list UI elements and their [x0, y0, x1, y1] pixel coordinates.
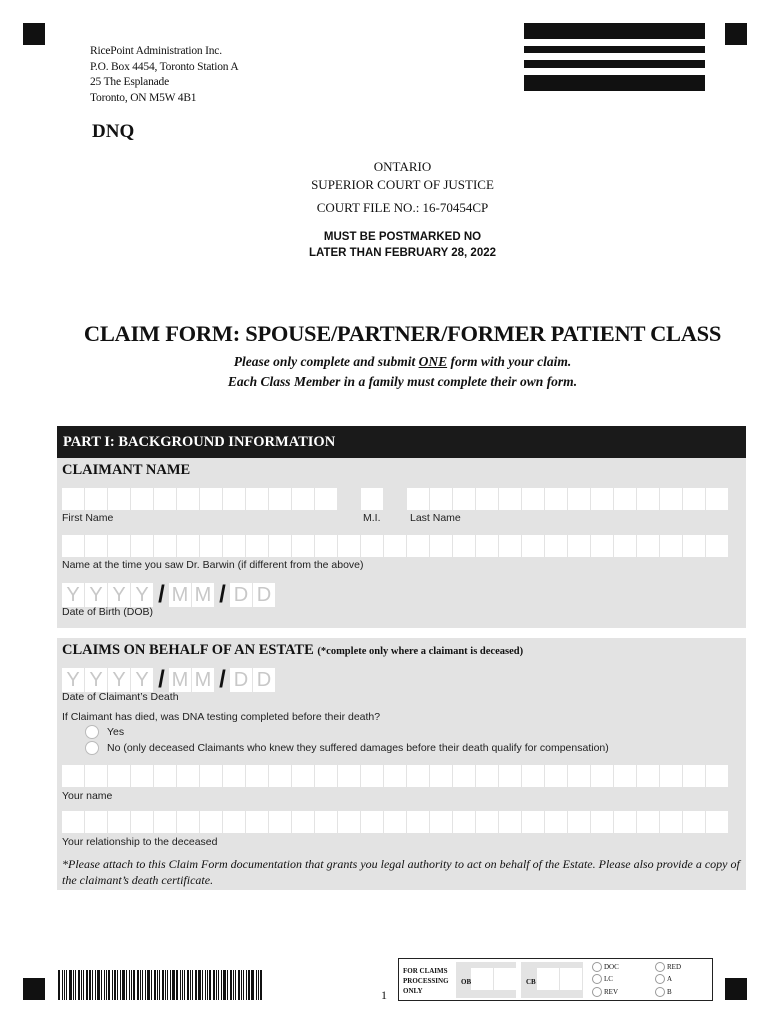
char-box[interactable] — [200, 488, 222, 510]
char-box[interactable] — [430, 488, 452, 510]
char-box[interactable] — [223, 535, 245, 557]
char-box[interactable] — [476, 765, 498, 787]
red-label: RED — [667, 963, 681, 971]
char-box[interactable] — [361, 488, 383, 510]
cb-box-1[interactable] — [537, 968, 559, 990]
barcode-bar — [235, 970, 236, 1000]
court-name: SUPERIOR COURT OF JUSTICE — [311, 177, 494, 192]
char-box[interactable] — [131, 535, 153, 557]
barcode-bar — [243, 970, 244, 1000]
postmark-line-1: MUST BE POSTMARKED NO — [323, 231, 482, 243]
processing-line-1: FOR CLAIMS — [403, 967, 448, 975]
char-box[interactable] — [568, 488, 590, 510]
char-box[interactable] — [430, 535, 452, 557]
char-box[interactable] — [269, 811, 291, 833]
barcode-bar — [73, 970, 74, 1000]
barcode-bar — [184, 970, 185, 1000]
barcode-bar — [223, 970, 226, 1000]
barcode-bar — [213, 970, 215, 1000]
char-box[interactable] — [706, 535, 728, 557]
claimant-name-heading: CLAIMANT NAME — [62, 462, 191, 478]
form-subtitle — [0, 352, 770, 392]
barcode-bar — [198, 970, 201, 1000]
barcode-bar — [248, 970, 250, 1000]
date-digit-box[interactable]: M — [192, 668, 214, 692]
relationship-label: Your relationship to the deceased — [62, 836, 218, 848]
char-box[interactable] — [637, 811, 659, 833]
char-box[interactable] — [545, 811, 567, 833]
char-box[interactable] — [522, 765, 544, 787]
char-box[interactable] — [315, 488, 337, 510]
char-box[interactable] — [108, 811, 130, 833]
barcode-bar — [246, 970, 247, 1000]
barcode-bar — [209, 970, 211, 1000]
dna-yes-label: Yes — [107, 726, 125, 738]
barcode-bar — [207, 970, 208, 1000]
char-box[interactable] — [85, 765, 107, 787]
date-digit-box[interactable]: D — [253, 583, 275, 607]
char-box[interactable] — [522, 535, 544, 557]
char-box[interactable] — [430, 765, 452, 787]
barcode-bar — [106, 970, 107, 1000]
date-digit-box[interactable]: D — [230, 668, 252, 692]
char-box[interactable] — [292, 765, 314, 787]
address-line-1: RicePoint Administration Inc. — [90, 45, 222, 57]
barcode-bar — [140, 970, 141, 1000]
char-box[interactable] — [384, 765, 406, 787]
char-box[interactable] — [361, 535, 383, 557]
char-box[interactable] — [683, 765, 705, 787]
char-box[interactable] — [292, 811, 314, 833]
char-box[interactable] — [177, 535, 199, 557]
char-box[interactable] — [476, 535, 498, 557]
char-box[interactable] — [568, 535, 590, 557]
barcode-bar — [126, 970, 127, 1000]
barcode-bar — [142, 970, 143, 1000]
barcode-bar — [137, 970, 139, 1000]
date-digit-box[interactable]: Y — [108, 583, 130, 607]
date-separator: / — [219, 581, 226, 608]
name-at-time-label: Name at the time you saw Dr. Barwin (if different from the above) — [62, 559, 364, 571]
char-box[interactable] — [499, 811, 521, 833]
char-box[interactable] — [637, 535, 659, 557]
dob-field[interactable] — [62, 581, 276, 609]
char-box[interactable] — [62, 765, 84, 787]
date-digit-box[interactable]: Y — [131, 583, 153, 607]
barcode-bar — [66, 970, 67, 1000]
barcode-bar — [230, 970, 232, 1000]
barcode-bar — [122, 970, 125, 1000]
char-box[interactable] — [614, 535, 636, 557]
barcode-bar — [120, 970, 121, 1000]
subtitle-line-2: Each Class Member in a family must complete their own form. — [227, 374, 578, 389]
barcode-bar — [202, 970, 203, 1000]
barcode-bar — [95, 970, 96, 1000]
barcode-bar — [182, 970, 183, 1000]
registration-mark-top-right — [725, 23, 747, 45]
char-box[interactable] — [476, 811, 498, 833]
subtitle-pre: Please only complete and submit — [233, 354, 419, 369]
char-box[interactable] — [315, 811, 337, 833]
barcode-bar — [129, 970, 130, 1000]
barcode-bar — [170, 970, 171, 1000]
barcode-bar — [192, 970, 193, 1000]
char-box[interactable] — [545, 765, 567, 787]
char-box[interactable] — [499, 488, 521, 510]
char-box[interactable] — [315, 535, 337, 557]
char-box[interactable] — [706, 811, 728, 833]
char-box[interactable] — [361, 811, 383, 833]
char-box[interactable] — [62, 535, 84, 557]
char-box[interactable] — [62, 811, 84, 833]
court-file-no: COURT FILE NO.: 16-70454CP — [316, 200, 489, 215]
char-box[interactable] — [246, 488, 268, 510]
char-box[interactable] — [177, 488, 199, 510]
form-code: DNQ — [92, 121, 135, 142]
char-box[interactable] — [338, 535, 360, 557]
ob-box-1[interactable] — [471, 968, 493, 990]
barcode-bar — [112, 970, 113, 1000]
char-box[interactable] — [223, 765, 245, 787]
b-label: B — [667, 988, 672, 996]
date-separator: / — [219, 666, 226, 693]
doc-label: DOC — [604, 963, 619, 971]
barcode-bar — [195, 970, 197, 1000]
barcode-bar — [101, 970, 102, 1000]
char-box[interactable] — [85, 488, 107, 510]
barcode-bar — [117, 970, 118, 1000]
char-box[interactable] — [706, 765, 728, 787]
rev-label: REV — [604, 988, 618, 996]
char-box[interactable] — [591, 488, 613, 510]
registration-mark-bottom-right — [725, 978, 747, 1000]
char-box[interactable] — [706, 488, 728, 510]
dob-label: Date of Birth (DOB) — [62, 606, 154, 618]
char-box[interactable] — [246, 535, 268, 557]
char-box[interactable] — [453, 765, 475, 787]
barcode-bar — [251, 970, 254, 1000]
char-box[interactable] — [85, 535, 107, 557]
name-at-time-field[interactable] — [62, 535, 728, 557]
char-box[interactable] — [154, 811, 176, 833]
barcode-bar — [260, 970, 262, 1000]
char-box[interactable] — [591, 765, 613, 787]
form-title: CLAIM FORM: SPOUSE/PARTNER/FORMER PATIENT CLASS — [83, 321, 722, 346]
char-box[interactable] — [545, 488, 567, 510]
dna-no-label: No (only deceased Claimants who knew they suffered damages before their death qualify for compensation) — [107, 742, 609, 754]
barcode-bar — [256, 970, 257, 1000]
barcode-bar — [205, 970, 206, 1000]
claims-processing-box — [398, 958, 713, 1001]
date-digit-box[interactable]: Y — [62, 583, 84, 607]
processing-label — [403, 966, 449, 996]
doc-radio[interactable] — [592, 962, 602, 972]
char-box[interactable] — [200, 535, 222, 557]
char-box[interactable] — [384, 811, 406, 833]
char-box[interactable] — [407, 765, 429, 787]
char-box[interactable] — [62, 488, 84, 510]
char-box[interactable] — [660, 535, 682, 557]
dna-question: If Claimant has died, was DNA testing completed before their death? — [62, 711, 381, 723]
char-box[interactable] — [177, 765, 199, 787]
date-digit-box[interactable]: D — [253, 668, 275, 692]
char-box[interactable] — [614, 765, 636, 787]
date-digit-box[interactable]: M — [192, 583, 214, 607]
barcode — [58, 970, 268, 1000]
barcode-bar — [104, 970, 105, 1000]
barcode-bar — [180, 970, 181, 1000]
char-box[interactable] — [522, 811, 544, 833]
char-box[interactable] — [614, 488, 636, 510]
date-digit-box[interactable]: Y — [131, 668, 153, 692]
char-box[interactable] — [154, 535, 176, 557]
char-box[interactable] — [637, 765, 659, 787]
death-date-label: Date of Claimant’s Death — [62, 691, 179, 703]
address-line-2: P.O. Box 4454, Toronto Station A — [90, 60, 239, 73]
postmark-deadline — [0, 229, 770, 261]
first-name-label: First Name — [62, 512, 114, 524]
char-box[interactable] — [200, 811, 222, 833]
barcode-bar — [78, 970, 80, 1000]
char-box[interactable] — [338, 811, 360, 833]
lc-radio[interactable] — [592, 974, 602, 984]
barcode-bar — [147, 970, 150, 1000]
barcode-bar — [187, 970, 189, 1000]
char-box[interactable] — [683, 488, 705, 510]
char-box[interactable] — [154, 488, 176, 510]
barcode-bar — [133, 970, 135, 1000]
char-box[interactable] — [108, 535, 130, 557]
barcode-bar — [154, 970, 156, 1000]
barcode-bar — [258, 970, 259, 1000]
barcode-bar — [165, 970, 166, 1000]
cb-label: CB — [526, 978, 536, 986]
rev-radio[interactable] — [592, 987, 602, 997]
barcode-bar — [167, 970, 168, 1000]
barcode-bar — [176, 970, 178, 1000]
barcode-bar — [58, 970, 60, 1000]
barcode-bar — [221, 970, 222, 1000]
first-name-field[interactable] — [62, 488, 337, 510]
relationship-field[interactable] — [62, 811, 728, 833]
ob-label: OB — [461, 978, 472, 986]
ob-box-2[interactable] — [494, 968, 516, 990]
char-box[interactable] — [384, 535, 406, 557]
barcode-bar — [64, 970, 65, 1000]
lc-label: LC — [604, 975, 613, 983]
char-box[interactable] — [223, 488, 245, 510]
char-box[interactable] — [269, 488, 291, 510]
barcode-bar — [233, 970, 234, 1000]
barcode-bar — [108, 970, 110, 1000]
registration-mark-top-left — [23, 23, 45, 45]
char-box[interactable] — [683, 811, 705, 833]
barcode-bar — [83, 970, 84, 1000]
address-line-4: Toronto, ON M5W 4B1 — [90, 91, 197, 104]
char-box[interactable] — [177, 811, 199, 833]
char-box[interactable] — [591, 535, 613, 557]
processing-line-2: PROCESSING — [403, 977, 449, 985]
date-digit-box[interactable]: M — [169, 668, 191, 692]
char-box[interactable] — [453, 811, 475, 833]
barcode-bar — [62, 970, 63, 1000]
char-box[interactable] — [614, 811, 636, 833]
char-box[interactable] — [85, 811, 107, 833]
b-radio[interactable] — [655, 987, 665, 997]
char-box[interactable] — [407, 488, 429, 510]
barcode-bar — [97, 970, 100, 1000]
barcode-bar — [69, 970, 72, 1000]
barcode-bar — [238, 970, 240, 1000]
barcode-bar — [157, 970, 158, 1000]
estate-heading-text: CLAIMS ON BEHALF OF AN ESTATE — [62, 642, 314, 658]
estate-heading-note: (*complete only where a claimant is deceased) — [317, 646, 524, 657]
a-radio[interactable] — [655, 974, 665, 984]
barcode-bar — [86, 970, 88, 1000]
char-box[interactable] — [522, 488, 544, 510]
char-box[interactable] — [660, 811, 682, 833]
char-box[interactable] — [269, 535, 291, 557]
middle-initial-field[interactable] — [361, 488, 383, 510]
date-digit-box[interactable]: Y — [85, 668, 107, 692]
char-box[interactable] — [591, 811, 613, 833]
barcode-bar — [81, 970, 82, 1000]
char-box[interactable] — [315, 765, 337, 787]
char-box[interactable] — [131, 765, 153, 787]
date-digit-box[interactable]: Y — [85, 583, 107, 607]
estate-heading — [62, 642, 523, 659]
char-box[interactable] — [407, 535, 429, 557]
char-box[interactable] — [246, 765, 268, 787]
char-box[interactable] — [430, 811, 452, 833]
barcode-bar — [218, 970, 219, 1000]
barcode-bar — [131, 970, 132, 1000]
last-name-field[interactable] — [407, 488, 728, 510]
char-box[interactable] — [568, 765, 590, 787]
return-address — [90, 44, 239, 106]
postmark-line-2: LATER THAN FEBRUARY 28, 2022 — [308, 247, 497, 259]
barcode-bar — [162, 970, 164, 1000]
last-name-label: Last Name — [410, 512, 461, 524]
barcode-bar — [241, 970, 242, 1000]
char-box[interactable] — [683, 535, 705, 557]
subtitle-emphasis: ONE — [418, 354, 448, 369]
char-box[interactable] — [200, 765, 222, 787]
barcode-bar — [172, 970, 175, 1000]
province: ONTARIO — [373, 159, 432, 174]
barcode-bar — [190, 970, 191, 1000]
court-heading — [0, 158, 770, 194]
estate-note: *Please attach to this Claim Form documentation that grants you legal authority to act on behalf of the Estate. Please also provide a copy of the claimant’s death certificate. — [62, 857, 740, 887]
char-box[interactable] — [476, 488, 498, 510]
char-box[interactable] — [108, 765, 130, 787]
char-box[interactable] — [269, 765, 291, 787]
char-box[interactable] — [131, 811, 153, 833]
char-box[interactable] — [660, 765, 682, 787]
dna-no-radio[interactable] — [85, 741, 99, 755]
your-name-label: Your name — [62, 790, 113, 802]
barcode-bar — [145, 970, 146, 1000]
barcode-bar — [159, 970, 160, 1000]
claimant-name-panel — [57, 458, 746, 628]
barcode-bar — [151, 970, 152, 1000]
char-box[interactable] — [407, 811, 429, 833]
char-box[interactable] — [499, 535, 521, 557]
your-name-field[interactable] — [62, 765, 728, 787]
barcode-bar — [227, 970, 228, 1000]
date-separator: / — [158, 581, 165, 608]
char-box[interactable] — [545, 535, 567, 557]
barcode-bar — [89, 970, 91, 1000]
char-box[interactable] — [637, 488, 659, 510]
registration-mark-bottom-left — [23, 978, 45, 1000]
estate-panel — [57, 638, 746, 890]
barcode-bar — [114, 970, 116, 1000]
processing-line-3: ONLY — [403, 987, 423, 995]
char-box[interactable] — [660, 488, 682, 510]
a-label: A — [667, 975, 673, 983]
char-box[interactable] — [108, 488, 130, 510]
char-box[interactable] — [499, 765, 521, 787]
date-digit-box[interactable]: Y — [108, 668, 130, 692]
subtitle-post: form with your claim. — [447, 354, 572, 369]
char-box[interactable] — [338, 765, 360, 787]
date-separator: / — [158, 666, 165, 693]
char-box[interactable] — [223, 811, 245, 833]
barcode-bar — [216, 970, 217, 1000]
part-1-header: PART I: BACKGROUND INFORMATION — [57, 426, 746, 458]
dna-yes-radio[interactable] — [85, 725, 99, 739]
death-date-field[interactable] — [62, 666, 276, 694]
date-digit-box[interactable]: D — [230, 583, 252, 607]
date-digit-box[interactable]: Y — [62, 668, 84, 692]
red-radio[interactable] — [655, 962, 665, 972]
page-number: 1 — [381, 988, 387, 1002]
cb-box-2[interactable] — [560, 968, 582, 990]
char-box[interactable] — [154, 765, 176, 787]
barcode-bar — [75, 970, 76, 1000]
char-box[interactable] — [292, 535, 314, 557]
char-box[interactable] — [131, 488, 153, 510]
char-box[interactable] — [453, 488, 475, 510]
char-box[interactable] — [361, 765, 383, 787]
char-box[interactable] — [568, 811, 590, 833]
address-line-3: 25 The Esplanade — [90, 76, 169, 88]
date-digit-box[interactable]: M — [169, 583, 191, 607]
char-box[interactable] — [453, 535, 475, 557]
barcode-bar — [92, 970, 93, 1000]
char-box[interactable] — [246, 811, 268, 833]
char-box[interactable] — [292, 488, 314, 510]
mi-label: M.I. — [363, 512, 381, 524]
